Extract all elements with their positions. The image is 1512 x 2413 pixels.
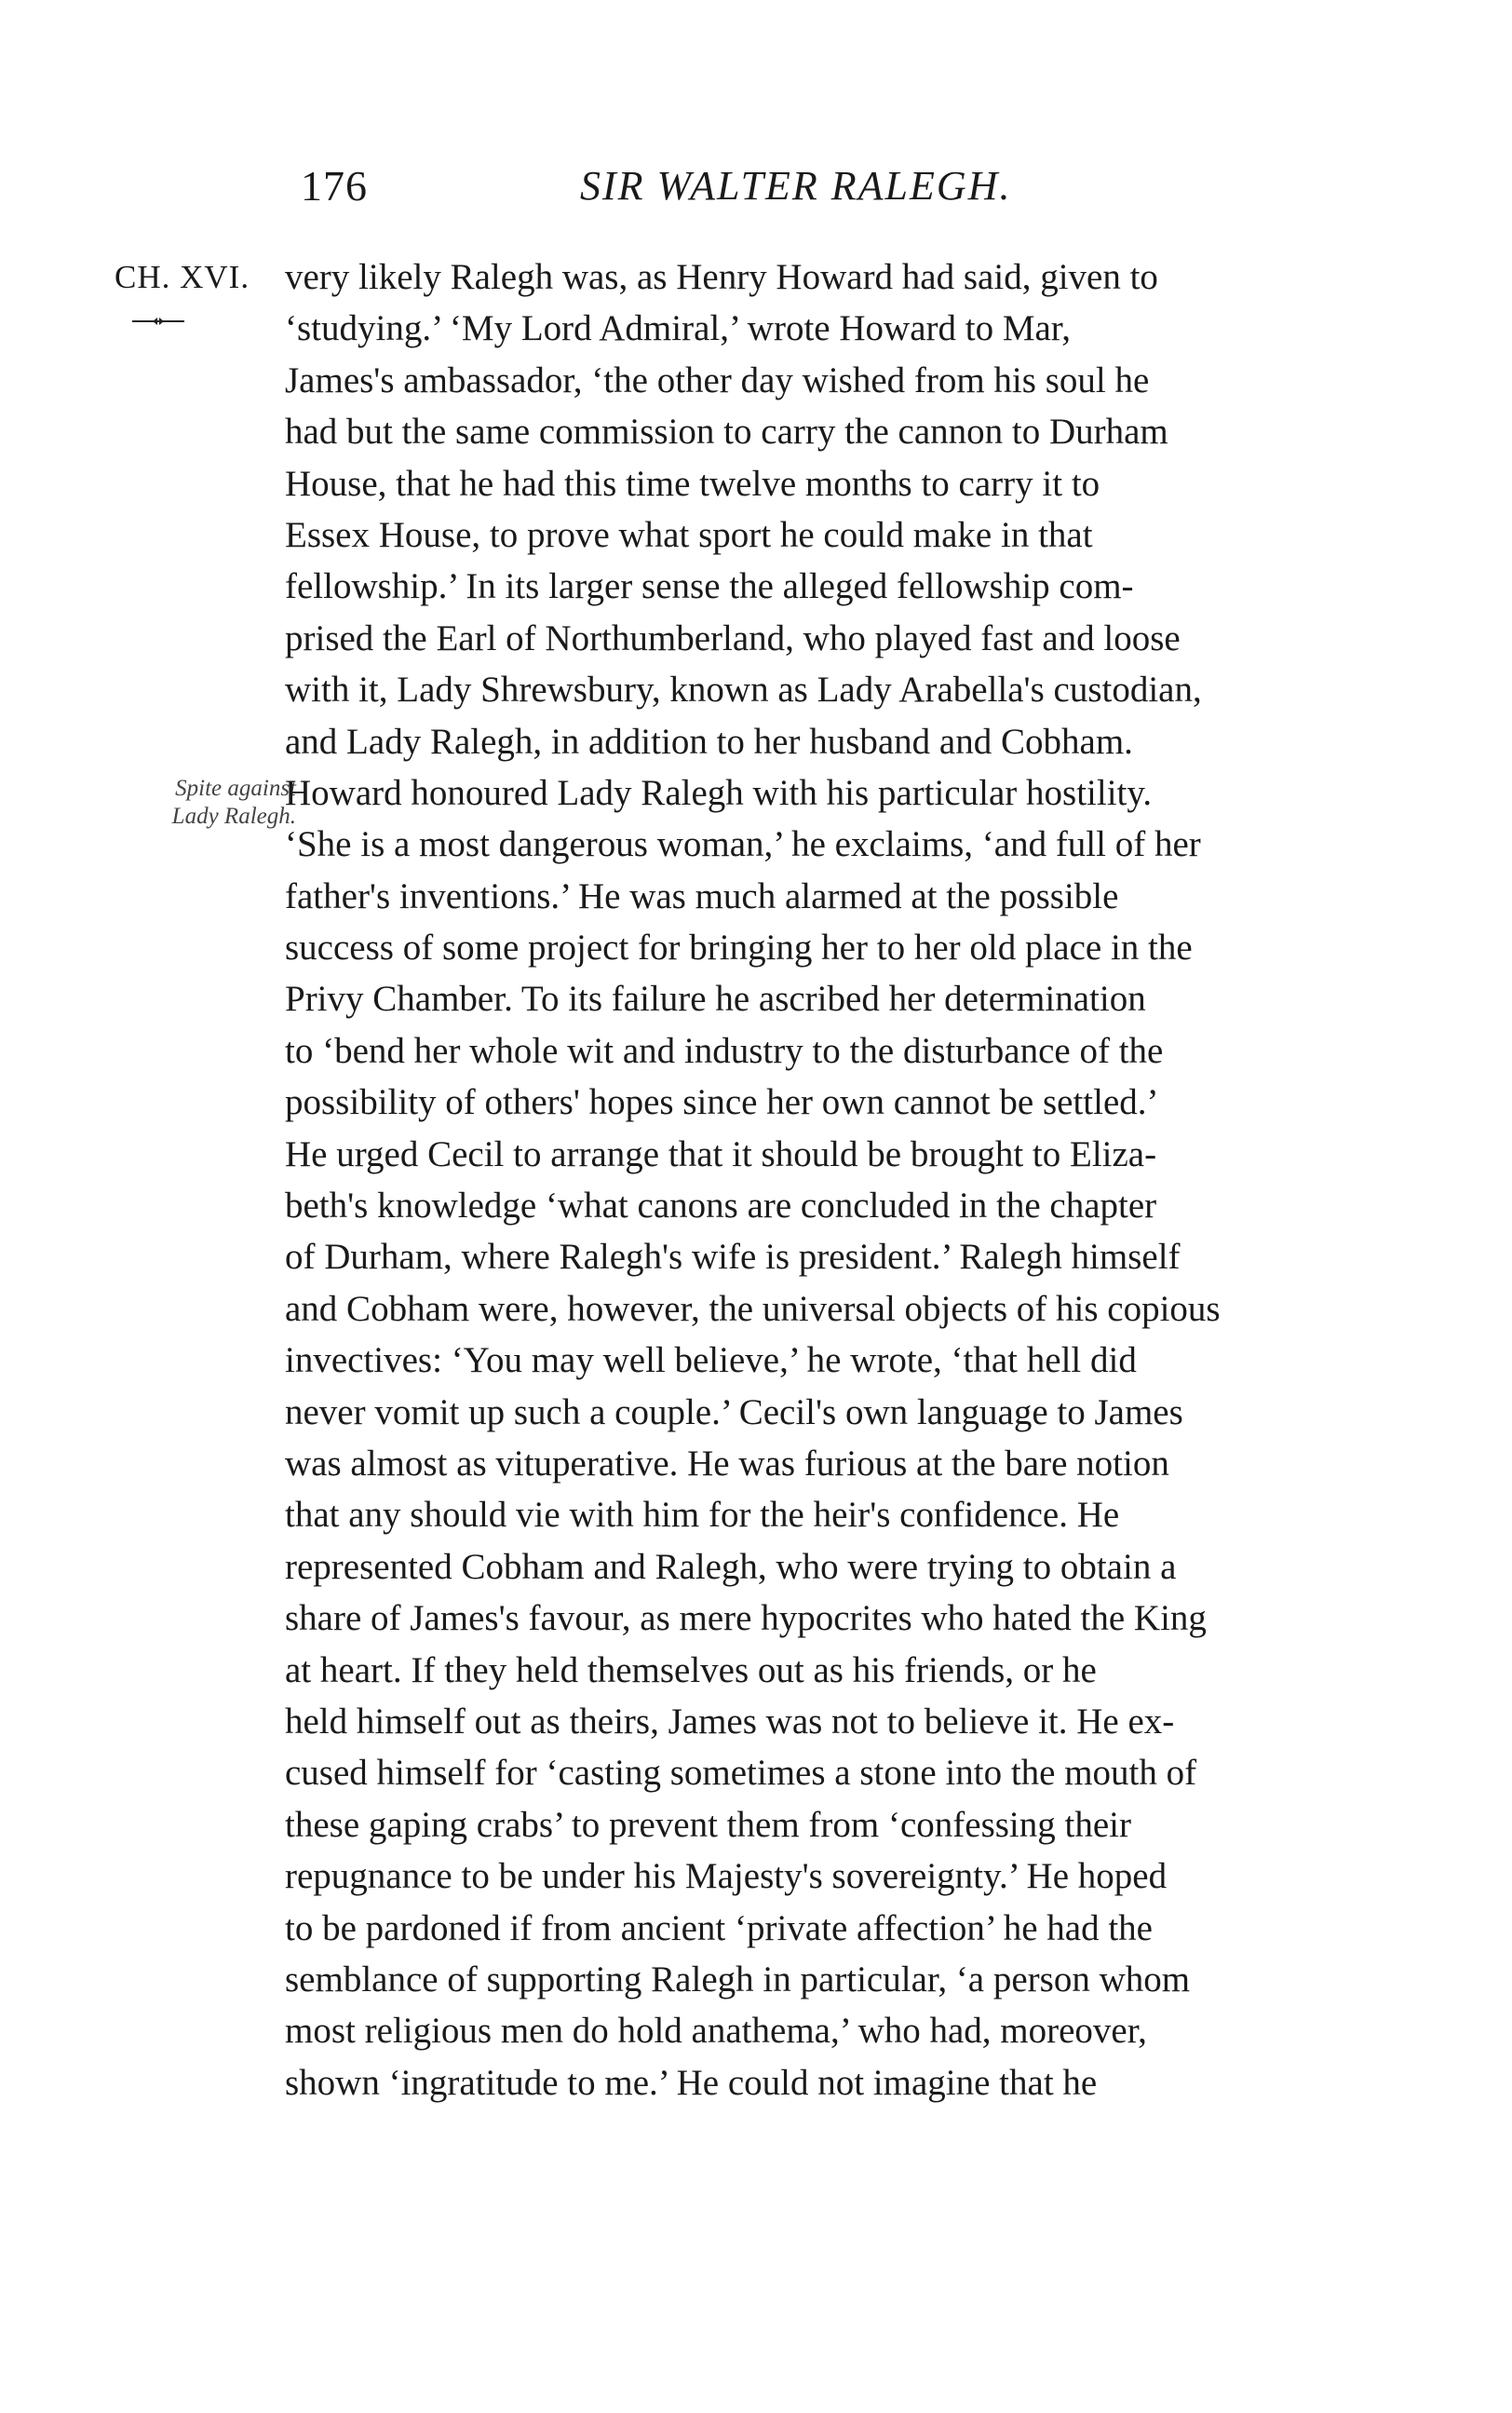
text-line: beth's knowledge ‘what canons are concluded in the chapter bbox=[285, 1186, 1157, 1227]
text-line: these gaping crabs’ to prevent them from ‘confessing their bbox=[285, 1804, 1131, 1845]
text-line: represented Cobham and Ralegh, who were trying to obtain a bbox=[285, 1546, 1177, 1587]
text-line: fellowship.’ In its larger sense the alleged fellowship com- bbox=[285, 566, 1134, 607]
text-line: at heart. If they held themselves out as his friends, or he bbox=[285, 1649, 1097, 1690]
sidenote-line-1: Spite against bbox=[175, 776, 296, 801]
text-line: House, that he had this time twelve months to carry it to bbox=[285, 463, 1100, 504]
text-line: semblance of supporting Ralegh in particular, ‘a person whom bbox=[285, 1959, 1191, 2000]
chapter-label: CH. XVI. bbox=[115, 259, 250, 295]
text-line: possibility of others' hopes since her own cannot be settled.’ bbox=[285, 1082, 1159, 1123]
text-line: Howard honoured Lady Ralegh with his particular hostility. bbox=[285, 772, 1153, 813]
text-line: Privy Chamber. To its failure he ascribed her determination bbox=[285, 979, 1146, 1020]
page-number: 176 bbox=[301, 162, 368, 210]
text-line: invectives: ‘You may well believe,’ he wrote, ‘that hell did bbox=[285, 1340, 1137, 1381]
text-line: that any should vie with him for the heir's confidence. He bbox=[285, 1495, 1120, 1536]
text-line: most religious men do hold anathema,’ who had, moreover, bbox=[285, 2011, 1147, 2052]
text-line: He urged Cecil to arrange that it should be brought to Eliza- bbox=[285, 1133, 1157, 1174]
running-title: SIR WALTER RALEGH. bbox=[580, 163, 1012, 209]
text-line: shown ‘ingratitude to me.’ He could not imagine that he bbox=[285, 2062, 1098, 2103]
margin-sidenote bbox=[110, 775, 296, 831]
text-line: very likely Ralegh was, as Henry Howard had said, given to bbox=[285, 257, 1158, 297]
text-line: and Cobham were, however, the universal objects of his copious bbox=[285, 1288, 1221, 1329]
text-line: father's inventions.’ He was much alarmed at the possible bbox=[285, 875, 1119, 916]
text-line: cused himself for ‘casting sometimes a stone into the mouth of bbox=[285, 1753, 1197, 1794]
text-line: prised the Earl of Northumberland, who played fast and loose bbox=[285, 617, 1181, 658]
text-line: never vomit up such a couple.’ Cecil's own language to James bbox=[285, 1391, 1183, 1432]
text-line: James's ambassador, ‘the other day wished from his soul he bbox=[285, 359, 1150, 400]
text-line: Essex House, to prove what sport he could make in that bbox=[285, 514, 1093, 555]
text-line: of Durham, where Ralegh's wife is president.’ Ralegh himself bbox=[285, 1237, 1181, 1278]
text-line: and Lady Ralegh, in addition to her husband and Cobham. bbox=[285, 721, 1133, 762]
dash-ornament-icon bbox=[130, 315, 186, 328]
text-line: to ‘bend her whole wit and industry to the disturbance of the bbox=[285, 1030, 1164, 1071]
body-text bbox=[285, 251, 1382, 2108]
text-line: success of some project for bringing her to her old place in the bbox=[285, 928, 1193, 969]
page-header bbox=[0, 158, 1512, 214]
text-line: share of James's favour, as mere hypocrites who hated the King bbox=[285, 1598, 1207, 1639]
text-line: ‘She is a most dangerous woman,’ he exclaims, ‘and full of her bbox=[285, 824, 1201, 865]
sidenote-line-2: Lady Ralegh. bbox=[171, 804, 296, 829]
text-line: ‘studying.’ ‘My Lord Admiral,’ wrote Howard to Mar, bbox=[285, 308, 1071, 349]
text-line: held himself out as theirs, James was not to believe it. He ex- bbox=[285, 1701, 1175, 1742]
text-line: repugnance to be under his Majesty's sovereignty.’ He hoped bbox=[285, 1856, 1168, 1897]
text-line: was almost as vituperative. He was furious at the bare notion bbox=[285, 1443, 1169, 1484]
text-line: with it, Lady Shrewsbury, known as Lady Arabella's custodian, bbox=[285, 670, 1202, 711]
text-line: to be pardoned if from ancient ‘private affection’ he had the bbox=[285, 1907, 1153, 1948]
text-line: had but the same commission to carry the cannon to Durham bbox=[285, 412, 1168, 453]
